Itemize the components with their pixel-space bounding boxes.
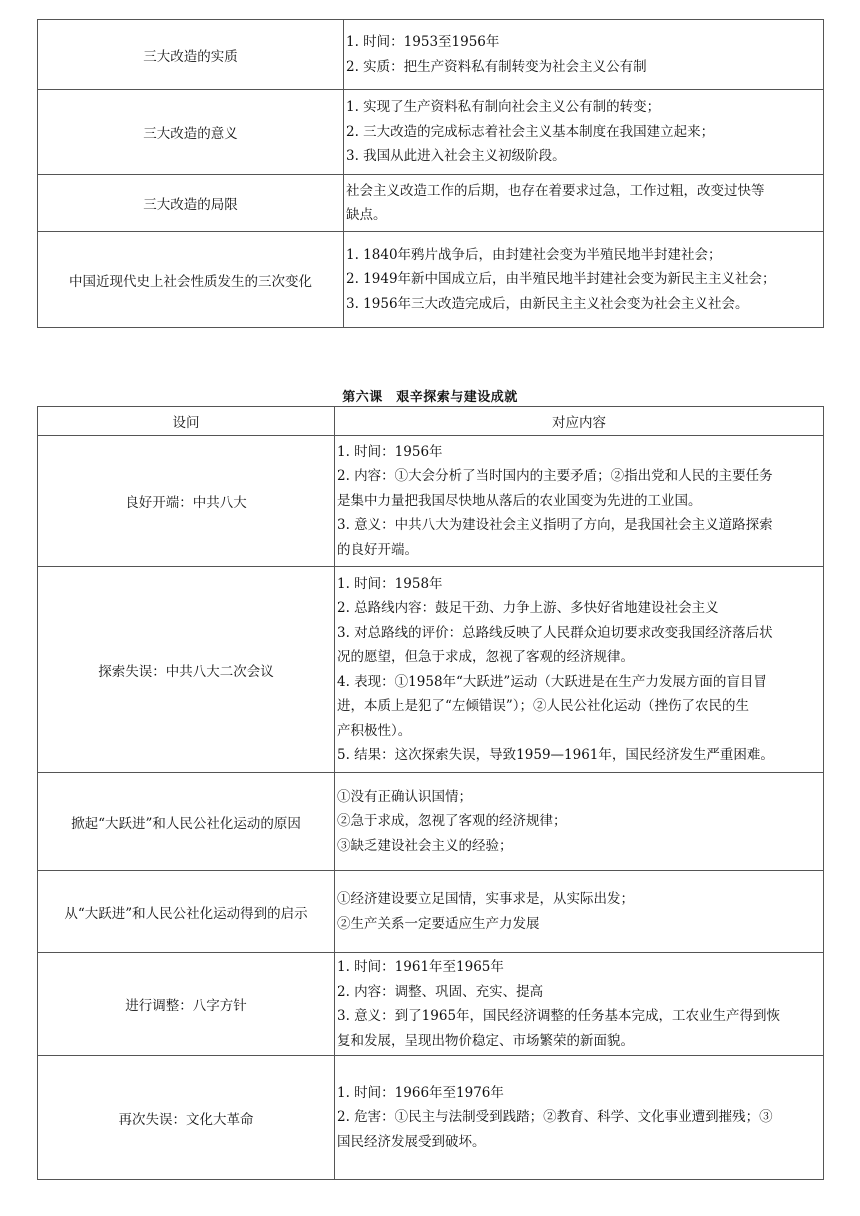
content-line: 进，本质上是犯了“左倾错误”）；②人民公社化运动（挫伤了农民的生: [337, 698, 750, 714]
content-line: 1. 时间：1961年至1965年: [337, 959, 504, 975]
content-line: 3. 意义：中共八大为建设社会主义指明了方向，是我国社会主义道路探索: [337, 517, 773, 534]
content-line: 产积极性）。: [337, 722, 412, 739]
content-line: 3. 对总路线的评价：总路线反映了人民群众迫切要求改变我国经济落后状: [337, 624, 773, 641]
content-line: 3. 我国从此进入社会主义初级阶段。: [346, 148, 566, 165]
row-content: [344, 20, 824, 90]
row-topic: 探索失误：中共八大二次会议: [38, 567, 335, 773]
content-line: 1. 1840年鸦片战争后，由封建社会变为半殖民地半封建社会；: [346, 246, 722, 263]
header-content: 对应内容: [335, 407, 824, 436]
row-topic: 掀起“大跃进”和人民公社化运动的原因: [38, 773, 335, 871]
table-row: [38, 232, 824, 328]
content-line: 国民经济发展受到破坏。: [337, 1133, 486, 1150]
content-line: 的良好开端。: [337, 541, 418, 558]
content-line: 1. 时间：1956年: [337, 443, 443, 460]
content-line: 是集中力量把我国尽快地从落后的农业国变为先进的工业国。: [337, 492, 702, 509]
content-line: 2. 内容：调整、巩固、充实、提高: [337, 983, 544, 1000]
row-content: [335, 871, 824, 953]
content-line: 1. 时间：1966年至1976年: [337, 1084, 504, 1101]
content-line: 4. 表现：①1958年“大跃进”运动（大跃进是在生产力发展方面的盲目冒: [337, 673, 767, 690]
lesson-title: 第六课 艰辛探索与建设成就: [342, 390, 518, 405]
row-content: [344, 90, 824, 175]
table-row: [38, 90, 824, 175]
content-line: 1. 时间：1953至1956年: [346, 34, 500, 50]
content-line: ②生产关系一定要适应生产力发展: [337, 915, 540, 932]
content-line: 2. 三大改造的完成标志着社会主义基本制度在我国建立起来；: [346, 123, 715, 140]
row-content: [344, 232, 824, 328]
table-row: [38, 20, 824, 90]
content-line: 社会主义改造工作的后期，也存在着要求过急，工作过粗，改变过快等: [346, 182, 765, 199]
content-line: ②急于求成，忽视了客观的经济规律；: [337, 813, 567, 830]
content-line: 5. 结果：这次探索失误，导致1959—1961年，国民经济发生严重困难。: [337, 747, 774, 763]
content-line: 复和发展，呈现出物价稳定、市场繁荣的新面貌。: [337, 1032, 634, 1049]
content-line: 3. 1956年三大改造完成后，由新民主主义社会变为社会主义社会。: [346, 295, 749, 312]
table-row: [38, 871, 824, 953]
table-header-row: [38, 407, 824, 436]
content-line: 3. 意义：到了1965年，国民经济调整的任务基本完成，工农业生产得到恢: [337, 1008, 781, 1024]
content-line: 2. 实质：把生产资料私有制转变为社会主义公有制: [346, 58, 647, 75]
row-content: [335, 1056, 824, 1180]
row-topic: 进行调整：八字方针: [38, 953, 335, 1056]
content-line: ①经济建设要立足国情，实事求是，从实际出发；: [337, 891, 634, 907]
row-content: [344, 175, 824, 232]
row-topic: 从“大跃进”和人民公社化运动得到的启示: [38, 871, 335, 953]
lesson6-table: [37, 406, 824, 1180]
content-line: 2. 1949年新中国成立后，由半殖民地半封建社会变为新民主主义社会；: [346, 271, 776, 288]
content-line: ①没有正确认识国情；: [337, 788, 472, 805]
row-content: [335, 773, 824, 871]
row-content: [335, 436, 824, 567]
row-topic: 三大改造的实质: [38, 20, 344, 90]
table-row: [38, 773, 824, 871]
table-row: [38, 953, 824, 1056]
row-topic: 三大改造的局限: [38, 175, 344, 232]
row-topic: 三大改造的意义: [38, 90, 344, 175]
table-row: [38, 567, 824, 773]
table-row: [38, 175, 824, 232]
content-line: 2. 危害：①民主与法制受到践踏；②教育、科学、文化事业遭到摧残；③: [337, 1109, 773, 1126]
table-row: [38, 1056, 824, 1180]
content-line: ③缺乏建设社会主义的经验；: [337, 837, 513, 854]
row-topic: 中国近现代史上社会性质发生的三次变化: [38, 232, 344, 328]
reform-summary-table: [37, 19, 824, 328]
content-line: 1. 时间：1958年: [337, 575, 443, 592]
content-line: 1. 实现了生产资料私有制向社会主义公有制的转变；: [346, 99, 661, 116]
content-line: 2. 总路线内容：鼓足干劲、力争上游、多快好省地建设社会主义: [337, 600, 719, 616]
header-question: 设问: [38, 407, 335, 436]
row-content: [335, 953, 824, 1056]
content-line: 况的愿望，但急于求成，忽视了客观的经济规律。: [337, 649, 634, 665]
table-row: [38, 436, 824, 567]
content-line: 2. 内容：①大会分析了当时国内的主要矛盾；②指出党和人民的主要任务: [337, 468, 773, 485]
row-topic: 再次失误：文化大革命: [38, 1056, 335, 1180]
row-content: [335, 567, 824, 773]
content-line: 缺点。: [346, 207, 387, 223]
row-topic: 良好开端：中共八大: [38, 436, 335, 567]
